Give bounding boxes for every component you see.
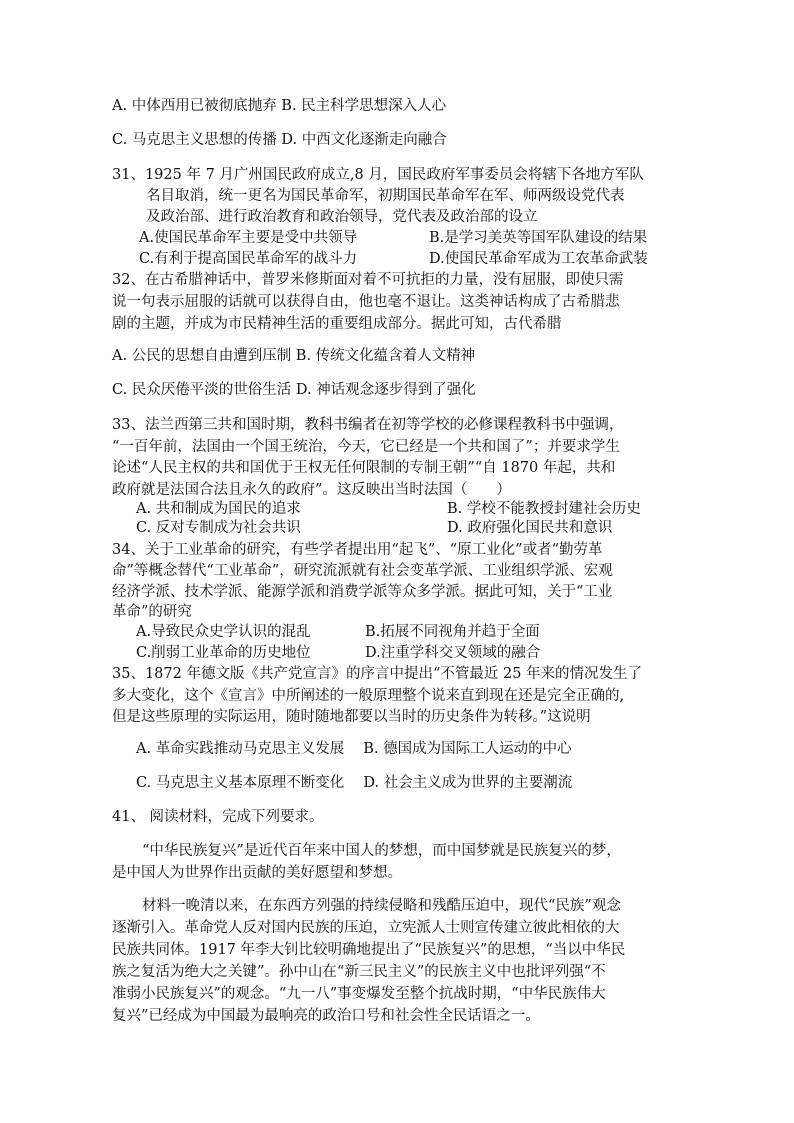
q34-option-b: B.拓展不同视角并趋于全面 (365, 624, 540, 640)
q30-options-ab: A. 中体西用已被彻底抛弃 B. 民主科学思想深入人心 (112, 98, 447, 114)
q31-option-b: B.是学习美英等国军队建设的结果 (429, 230, 648, 246)
q32-stem-line-2: 说一句表示屈服的话就可以获得自由，他也毫不退让。这类神话构成了古希腊悲 (112, 294, 620, 310)
q41-material-line-1: 材料一晚清以来，在东西方列强的持续侵略和残酷压迫中，现代“民族”观念 (142, 898, 621, 914)
q35-stem-line-3: 但是这些原理的实际运用，随时随地都要以当时的历史条件为转移。”这说明 (112, 709, 591, 725)
q33-stem-line-4: 政府就是法国合法且永久的政府”。这反映出当时法国（ ） (112, 482, 511, 498)
q34-option-d: D.注重学科交叉领域的融合 (365, 645, 541, 661)
q34-stem-line-2: 命”等概念替代“工业革命”，研究流派就有社会变革学派、工业组织学派、宏观 (112, 563, 613, 579)
q31-option-a: A.使国民革命军主要是受中共领导 (139, 230, 358, 246)
q34-option-a: A.导致民众史学认识的混乱 (136, 624, 311, 640)
q41-material-line-5: 准弱小民族复兴”的观念。“九一八”事变爆发至整个抗战时期，“中华民族伟大 (112, 986, 606, 1002)
q41-heading: 41、 阅读材料，完成下列要求。 (112, 809, 324, 825)
q41-intro-line-2: 是中国人为世界作出贡献的美好愿望和梦想。 (112, 865, 402, 881)
q31-stem-line-1: 31、1925 年 7 月广州国民政府成立,8 月，国民政府军事委员会将辖下各地方军队 (112, 167, 644, 183)
q34-option-c: C.削弱工业革命的历史地位 (136, 645, 311, 661)
q41-material-line-6: 复兴”已经成为中国最为最响亮的政治口号和社会性全民话语之一。 (112, 1008, 540, 1024)
q34-stem-line-4: 革命”的研究 (112, 604, 192, 620)
q33-stem-line-3: 论述“人民主权的共和国优于王权无任何限制的专制王朝”“自 1870 年起，共和 (112, 460, 616, 476)
q35-options-cd: C. 马克思主义基本原理不断变化 D. 社会主义成为世界的主要潮流 (136, 775, 573, 791)
q33-stem-line-1: 33、法兰西第三共和国时期，教科书编者在初等学校的必修课程教科书中强调， (112, 417, 624, 433)
q32-stem-line-3: 剧的主题，并成为市民精神生活的重要组成部分。据此可知，古代希腊 (112, 316, 562, 332)
q34-stem-line-3: 经济学派、技术学派、能源学派和消费学派等众多学派。据此可知，关于“工业 (112, 584, 613, 600)
q41-material-line-4: 族之复活为绝大之关键”。孙中山在“新三民主义”的民族主义中也批评列强“不 (112, 964, 606, 980)
q31-stem-line-3: 及政治部、进行政治教育和政治领导，党代表及政治部的设立 (146, 209, 538, 225)
q35-options-ab: A. 革命实践推动马克思主义发展 B. 德国成为国际工人运动的中心 (136, 741, 572, 757)
q31-option-d: D.使国民革命军成为工农革命武装 (429, 251, 648, 267)
q31-stem-line-2: 名目取消，统一更名为国民革命军，初期国民革命军在军、师两级设党代表 (146, 188, 625, 204)
q33-option-b: B. 学校不能教授封建社会历史 (447, 501, 641, 517)
q41-material-line-3: 民族共同体。1917 年李大钊比较明确地提出了“民族复兴”的思想，“当以中华民 (112, 942, 626, 958)
q33-option-a: A. 共和制成为国民的追求 (136, 501, 301, 517)
q30-options-cd: C. 马克思主义思想的传播 D. 中西文化逐渐走向融合 (112, 132, 447, 148)
q33-stem-line-2: “一百年前，法国由一个国王统治，今天，它已经是一个共和国了”；并要求学生 (112, 439, 620, 455)
q35-stem-line-2: 多大变化，这个《宣言》中所阐述的一般原理整个说来直到现在还是完全正确的, (112, 688, 625, 704)
q41-intro-line-1: “中华民族复兴”是近代百年来中国人的梦想，而中国梦就是民族复兴的梦， (142, 843, 621, 859)
q32-stem-line-1: 32、在古希腊神话中，普罗米修斯面对着不可抗拒的力量，没有屈服，即使只需 (112, 272, 624, 288)
q35-stem-line-1: 35、1872 年德文版《共产党宣言》的序言中提出“不管最近 25 年来的情况发生了 (112, 666, 643, 682)
q31-option-c: C.有利于提高国民革命军的战斗力 (139, 251, 358, 267)
q33-option-c: C. 反对专制成为社会共识 (136, 520, 301, 536)
q33-option-d: D. 政府强化国民共和意识 (447, 520, 613, 536)
q32-options-cd: C. 民众厌倦平淡的世俗生活 D. 神话观念逐步得到了强化 (112, 382, 476, 398)
q41-material-line-2: 逐渐引入。革命党人反对国内民族的压迫，立宪派人士则宣传建立彼此相依的大 (112, 920, 620, 936)
q34-stem-line-1: 34、关于工业革命的研究，有些学者提出用“起飞”、“原工业化”或者“勤劳革 (112, 542, 603, 558)
q32-options-ab: A. 公民的思想自由遭到压制 B. 传统文化蕴含着人文精神 (112, 348, 476, 364)
